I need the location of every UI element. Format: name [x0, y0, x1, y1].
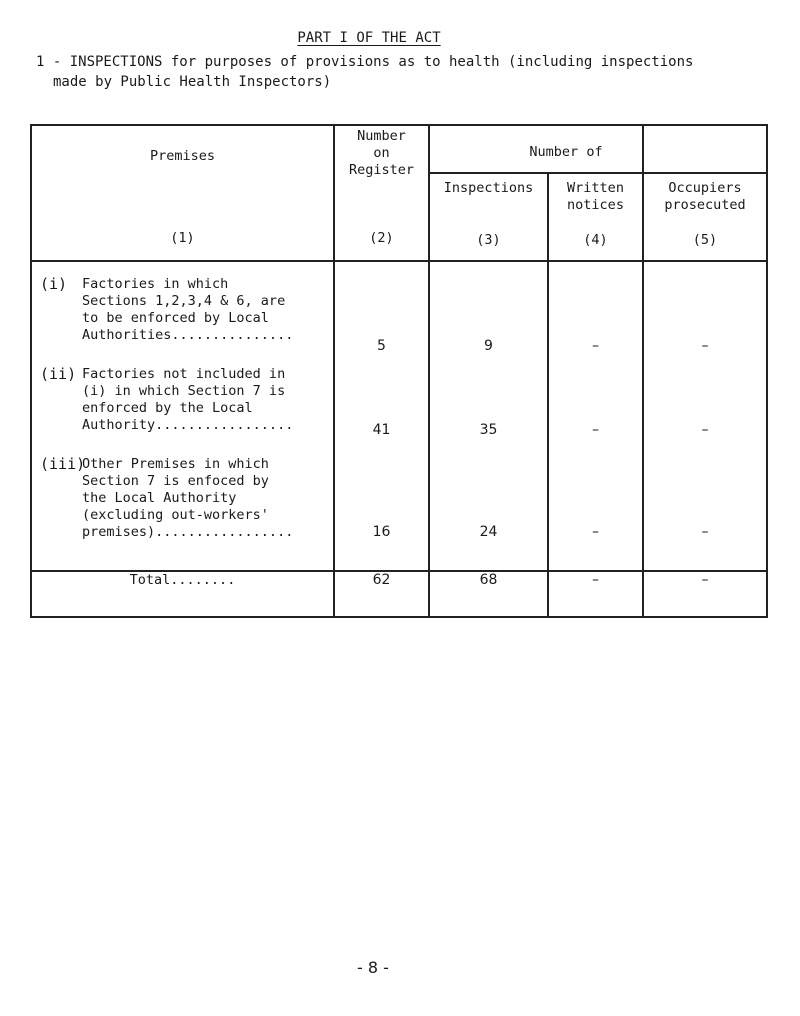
- inspections-values: [429, 261, 548, 571]
- total-written-notices-value: –: [592, 572, 599, 588]
- section-title: [36, 52, 766, 92]
- header-register: [334, 125, 429, 261]
- total-occupiers-prosecuted: [643, 571, 767, 617]
- occupiers-prosecuted-values: [643, 261, 767, 571]
- register-values: [334, 261, 429, 571]
- row-label: (ii): [40, 365, 77, 383]
- header-register-number: (2): [369, 230, 394, 246]
- header-premises-number: (1): [170, 230, 195, 246]
- table-header-row: [31, 125, 767, 173]
- row-description: Factories in which Sections 1,2,3,4 & 6, are to be enforced by Local Authorities...............: [82, 276, 294, 343]
- list-item: [40, 456, 329, 541]
- header-occupiers-prosecuted-label: Occupiers prosecuted: [664, 180, 746, 213]
- header-register-label: Number on Register: [348, 128, 415, 178]
- row-description: Other Premises in which Section 7 is enfoced by the Local Authority (excluding out-workers' premises).................: [82, 456, 294, 540]
- part-heading: [0, 30, 738, 46]
- row-inspections-value: 35: [479, 422, 498, 438]
- row-inspections-value: 9: [484, 338, 493, 354]
- row-register-value: 41: [372, 422, 391, 438]
- row-label: (i): [40, 275, 68, 293]
- header-occupiers-prosecuted: [643, 173, 767, 261]
- total-label-text: Total........: [129, 572, 236, 588]
- inspections-table: [30, 124, 768, 618]
- header-blank: [643, 125, 767, 173]
- header-premises: [31, 125, 334, 261]
- row-register-value: 5: [377, 338, 386, 354]
- row-description: Factories not included in (i) in which Section 7 is enforced by the Local Authority.................: [82, 366, 294, 433]
- row-inspections-value: 24: [479, 524, 498, 540]
- table-body-row: [31, 261, 767, 571]
- list-item: [40, 276, 329, 344]
- header-written-notices-number: (4): [583, 232, 608, 248]
- header-written-notices: [548, 173, 643, 261]
- list-item: [40, 366, 329, 434]
- total-row: [31, 571, 767, 617]
- row-written-notices-value: –: [592, 422, 599, 438]
- row-register-value: 16: [372, 524, 391, 540]
- total-written-notices: [548, 571, 643, 617]
- row-occupiers-prosecuted-value: –: [701, 338, 709, 354]
- header-inspections-label: Inspections: [443, 180, 534, 196]
- page-number: - 8 -: [357, 958, 389, 977]
- section-title-line1: 1 - INSPECTIONS for purposes of provisions as to health (including inspections: [36, 54, 694, 70]
- row-occupiers-prosecuted-value: –: [701, 524, 709, 540]
- header-written-notices-label: Written notices: [567, 180, 624, 213]
- total-occupiers-prosecuted-value: –: [701, 572, 709, 588]
- header-number-of: [429, 125, 643, 173]
- part-heading-text: PART I OF THE ACT: [297, 30, 441, 46]
- header-number-of-label: Number of: [529, 144, 603, 160]
- total-register-value: 62: [372, 572, 391, 588]
- section-title-line2: made by Public Health Inspectors): [53, 74, 332, 90]
- row-label: (iii): [40, 455, 86, 473]
- header-occupiers-prosecuted-number: (5): [692, 232, 718, 248]
- written-notices-values: [548, 261, 643, 571]
- header-premises-label: Premises: [149, 148, 216, 164]
- row-written-notices-value: –: [592, 524, 599, 540]
- row-written-notices-value: –: [592, 338, 599, 354]
- row-occupiers-prosecuted-value: –: [701, 422, 709, 438]
- total-inspections-value: 68: [479, 572, 498, 588]
- total-register: [334, 571, 429, 617]
- premises-descriptions: [31, 261, 334, 571]
- total-inspections: [429, 571, 548, 617]
- header-inspections: [429, 173, 548, 261]
- total-label: [31, 571, 334, 617]
- header-inspections-number: (3): [476, 232, 501, 248]
